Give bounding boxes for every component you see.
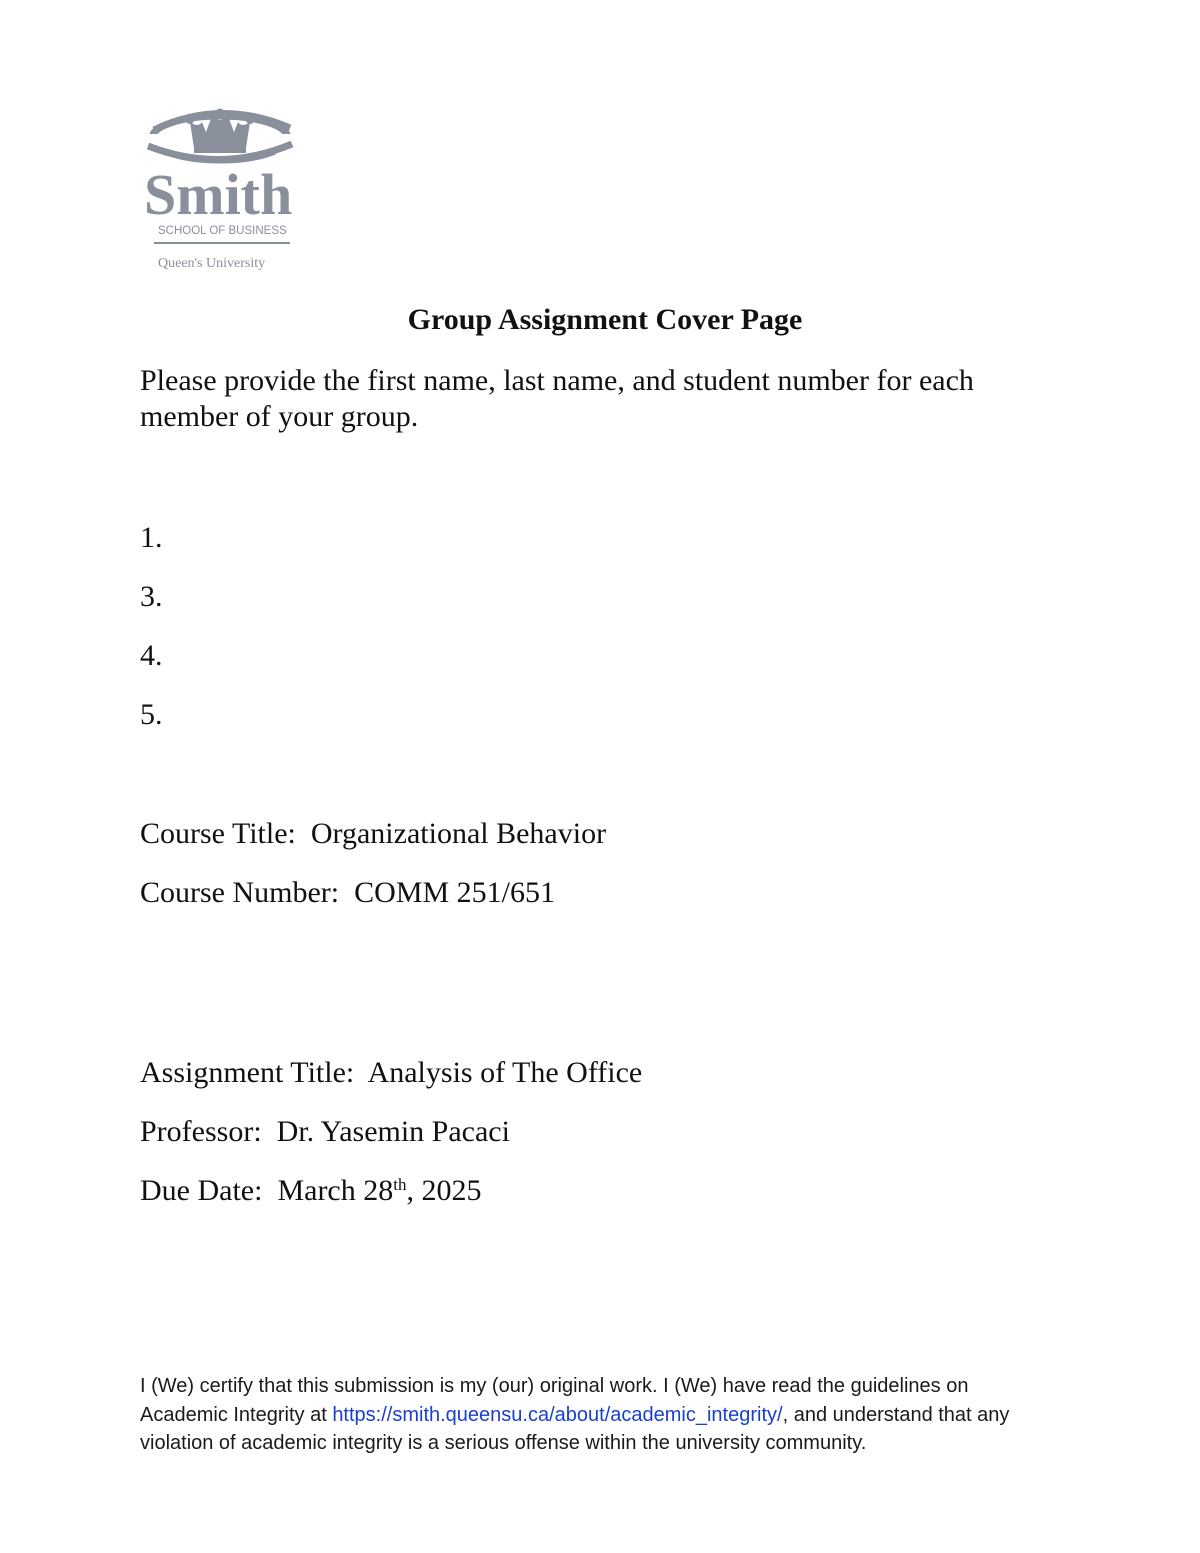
due-date-value — [277, 1174, 481, 1207]
certification-statement — [140, 1372, 1060, 1458]
assignment-title-field — [140, 1055, 642, 1091]
course-title-value: Organizational Behavior — [310, 817, 607, 850]
page-title: Group Assignment Cover Page — [407, 303, 803, 336]
assignment-title-label: Assignment Title: — [140, 1056, 355, 1089]
course-title-label: Course Title: — [140, 817, 296, 850]
member-line-4: 4. — [140, 639, 163, 672]
certification-text-after: , and understand that any violation of academic integrity is a serious offense within the university community. — [140, 1403, 1010, 1454]
professor-label: Professor: — [140, 1115, 262, 1148]
course-number-label: Course Number: — [140, 876, 340, 909]
member-line-3: 3. — [140, 580, 163, 613]
crown-logo-icon — [140, 100, 310, 275]
due-date-label: Due Date: — [140, 1174, 263, 1207]
due-date-year: , 2025 — [406, 1174, 482, 1207]
due-date-field — [140, 1173, 481, 1209]
professor-field — [140, 1114, 510, 1150]
member-line-1: 1. — [140, 521, 163, 554]
logo-university: Queen's University — [158, 256, 266, 271]
due-date-value-main: March 28 — [277, 1174, 394, 1207]
assignment-title-value: Analysis of The Office — [367, 1056, 643, 1089]
course-number-field — [140, 875, 555, 911]
professor-value: Dr. Yasemin Pacaci — [276, 1115, 510, 1148]
certification-text-before: I (We) certify that this submission is my (our) original work. I (We) have read the guidelines on Academic Integrity at — [140, 1375, 969, 1426]
due-date-suffix: th — [393, 1175, 407, 1194]
academic-integrity-link[interactable]: https://smith.queensu.ca/about/academic_integrity/ — [332, 1403, 783, 1426]
course-title-field — [140, 816, 606, 852]
logo-subtitle: SCHOOL OF BUSINESS — [158, 225, 287, 237]
smith-logo — [140, 100, 310, 275]
course-number-value: COMM 251/651 — [354, 876, 555, 909]
instructions-text: Please provide the first name, last name, and student number for each member of your group. — [140, 364, 974, 433]
member-line-5: 5. — [140, 698, 163, 731]
logo-name: Smith — [144, 162, 293, 227]
